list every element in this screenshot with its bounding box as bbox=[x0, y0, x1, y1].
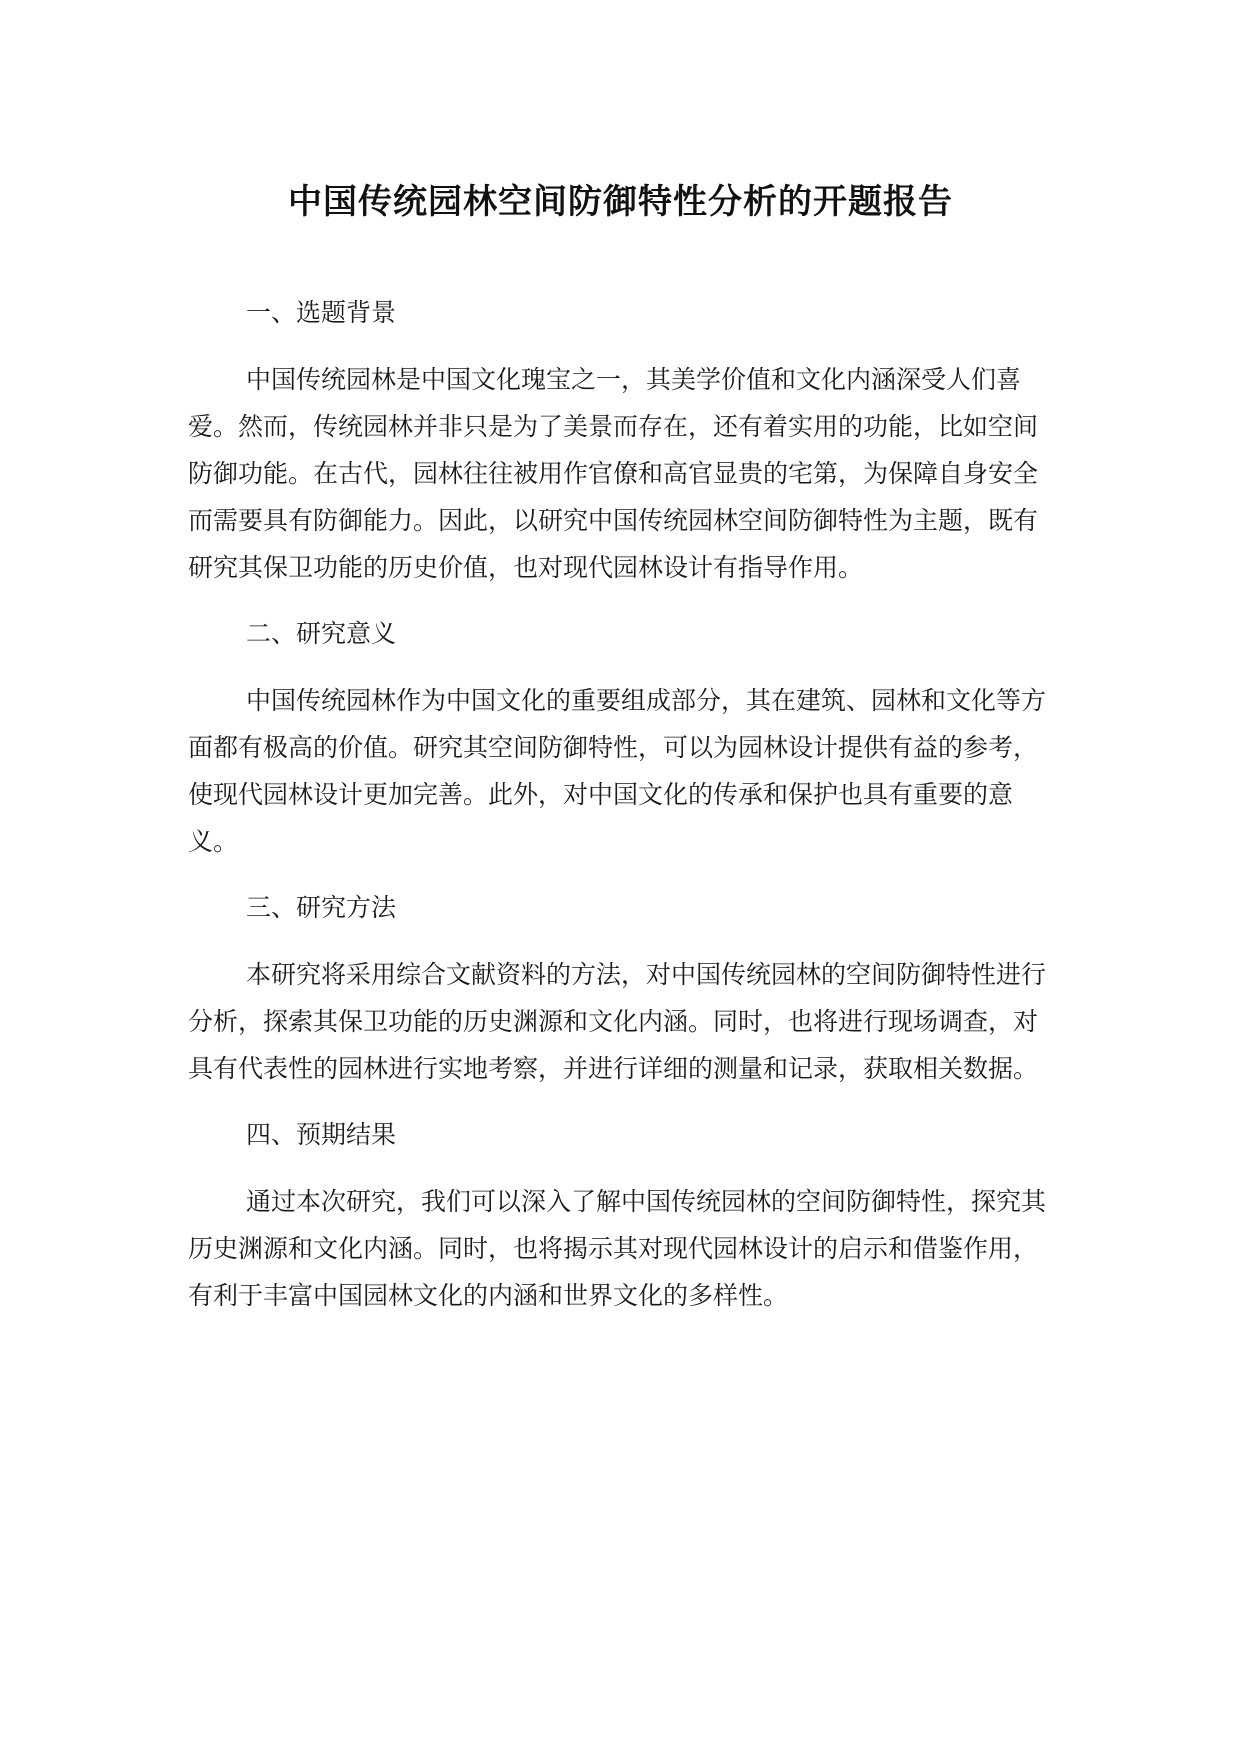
section-paragraph: 通过本次研究，我们可以深入了解中国传统园林的空间防御特性，探究其历史渊源和文化内涵。同时，也将揭示其对现代园林设计的启示和借鉴作用，有利于丰富中国园林文化的内涵和世界文化的多样性。 bbox=[188, 1187, 1047, 1310]
document-body bbox=[188, 290, 1048, 1339]
section-heading: 二、研究意义 bbox=[246, 619, 397, 648]
section-background bbox=[188, 290, 1048, 591]
document-title: 中国传统园林空间防御特性分析的开题报告 bbox=[288, 182, 953, 222]
section-heading: 四、预期结果 bbox=[246, 1120, 397, 1149]
section-heading: 一、选题背景 bbox=[246, 298, 397, 327]
section-paragraph: 中国传统园林作为中国文化的重要组成部分，其在建筑、园林和文化等方面都有极高的价值。研究其空间防御特性，可以为园林设计提供有益的参考，使现代园林设计更加完善。此外，对中国文化的传承和保护也具有重要的意义。 bbox=[188, 686, 1047, 856]
section-significance bbox=[188, 611, 1048, 865]
section-heading: 三、研究方法 bbox=[246, 893, 397, 922]
section-expected-results bbox=[188, 1112, 1048, 1319]
section-methods bbox=[188, 885, 1048, 1092]
section-paragraph: 中国传统园林是中国文化瑰宝之一，其美学价值和文化内涵深受人们喜爱。然而，传统园林并非只是为了美景而存在，还有着实用的功能，比如空间防御功能。在古代，园林往往被用作官僚和高官显贵的宅第，为保障自身安全而需要具有防御能力。因此，以研究中国传统园林空间防御特性为主题，既有研究其保卫功能的历史价值，也对现代园林设计有指导作用。 bbox=[188, 365, 1039, 582]
section-paragraph: 本研究将采用综合文献资料的方法，对中国传统园林的空间防御特性进行分析，探索其保卫功能的历史渊源和文化内涵。同时，也将进行现场调查，对具有代表性的园林进行实地考察，并进行详细的测量和记录，获取相关数据。 bbox=[188, 960, 1047, 1083]
